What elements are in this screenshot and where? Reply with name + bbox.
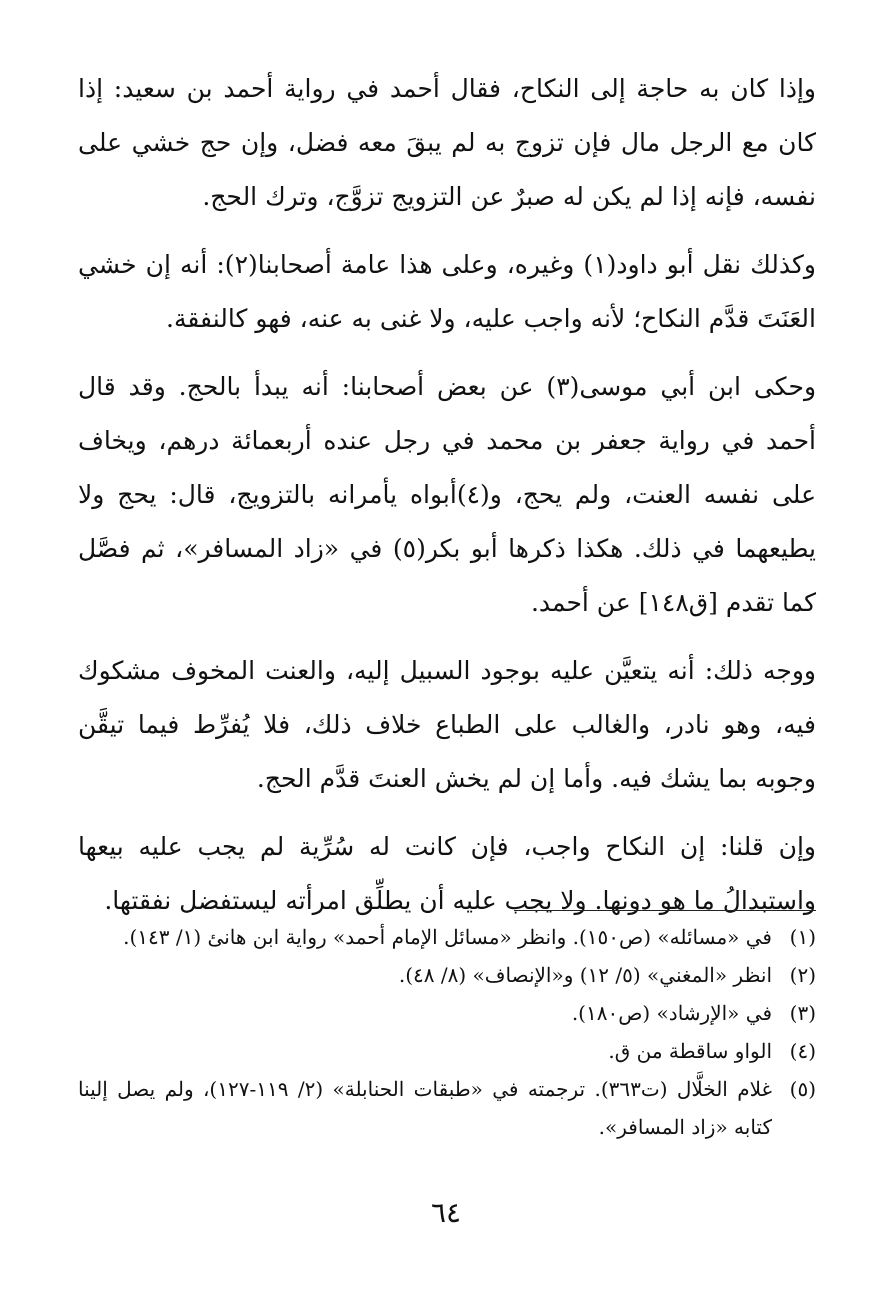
paragraph: وحكى ابن أبي موسى(٣) عن بعض أصحابنا: أنه يبدأ بالحج. وقد قال أحمد في رواية جعفر بن محمد في رجل عنده أربعمائة درهم، ويخاف على نفسه العنت، ولم يحج، و(٤)أبواه يأمرانه بالتزويج، قال: يحج ولا يطيعهما في ذلك. هكذا ذكرها أبو بكر(٥) في «زاد المسافر»، ثم فصَّل كما تقدم [ق١٤٨] عن أحمد.: [78, 372, 817, 617]
paragraph: ووجه ذلك: أنه يتعيَّن عليه بوجود السبيل إليه، والعنت المخوف مشكوك فيه، وهو نادر، والغالب على الطباع خلاف ذلك، فلا يُفرِّط فيما تيقَّن وجوبه بما يشك فيه. وأما إن لم يخش العنتَ قدَّم الحج.: [78, 656, 816, 793]
footnote-text: في «الإرشاد» (ص١٨٠).: [571, 1001, 772, 1025]
footnote-number: (٥): [789, 1077, 816, 1101]
footnote-text: في «مسائله» (ص١٥٠). وانظر «مسائل الإمام أحمد» رواية ابن هانئ (١/ ١٤٣).: [123, 925, 772, 949]
footnote: [78, 1070, 816, 1146]
footnote-separator: [514, 910, 816, 911]
footnote: [78, 1032, 816, 1070]
paragraph: وإن قلنا: إن النكاح واجب، فإن كانت له سُرِّية لم يجب عليه بيعها واستبدالُ ما هو دونها. ولا يجب عليه أن يطلِّق امرأته ليستفضل نفقتها.: [78, 832, 816, 915]
footnote-number: (٤): [789, 1039, 816, 1063]
footnotes: [78, 918, 816, 1146]
footnote-number: (٢): [789, 963, 816, 987]
footnote-number: (٣): [789, 1001, 816, 1025]
footnote: [78, 994, 816, 1032]
footnote: [78, 956, 816, 994]
footnote-number: (١): [789, 925, 816, 949]
paragraph: وكذلك نقل أبو داود(١) وغيره، وعلى هذا عامة أصحابنا(٢): أنه إن خشي العَنَتَ قدَّم النكاح؛ لأنه واجب عليه، ولا غنى به عنه، فهو كالنفقة.: [78, 250, 816, 333]
main-text: [78, 62, 816, 942]
footnote-text: الواو ساقطة من ق.: [608, 1039, 772, 1063]
footnote-text: انظر «المغني» (٥/ ١٢) و«الإنصاف» (٨/ ٤٨).: [398, 963, 772, 987]
page-number: ٦٤: [430, 1196, 462, 1229]
paragraph: وإذا كان به حاجة إلى النكاح، فقال أحمد في رواية أحمد بن سعيد: إذا كان مع الرجل مال فإن تزوج به لم يبقَ معه فضل، وإن حج خشي على نفسه، فإنه إذا لم يكن له صبرٌ عن التزويج تزوَّج، وترك الحج.: [78, 74, 816, 211]
footnote: [78, 918, 816, 956]
footnote-text: غلام الخلَّال (ت٣٦٣). ترجمته في «طبقات الحنابلة» (٢/ ١١٩-١٢٧)، ولم يصل إلينا كتابه «زاد المسافر».: [78, 1077, 772, 1139]
